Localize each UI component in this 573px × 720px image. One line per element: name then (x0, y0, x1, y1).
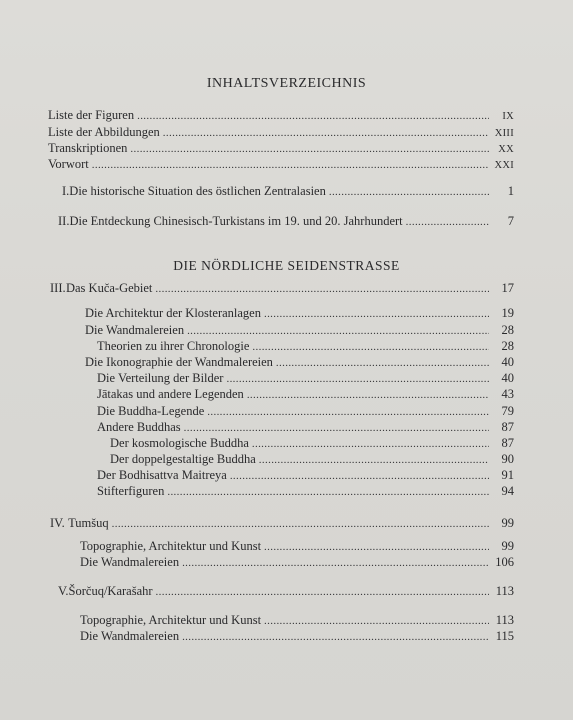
chapter-number: III. (50, 281, 66, 295)
toc-entry-label: Die Architektur der Klosteranlagen (85, 306, 261, 320)
toc-entry-label: Vorwort (48, 157, 89, 171)
toc-entry-page: 28 (501, 323, 514, 337)
chapter-page: 17 (501, 281, 514, 295)
page-title: INHALTSVERZEICHNIS (206, 76, 367, 91)
toc-entry-page: 113 (495, 613, 514, 627)
toc-entry[interactable] (80, 539, 514, 554)
chapter-entry[interactable] (62, 184, 514, 199)
toc-entry[interactable] (85, 306, 514, 321)
toc-entry[interactable] (97, 387, 514, 402)
toc-entry-label: Die Buddha-Legende (97, 404, 205, 418)
toc-entry[interactable] (110, 436, 514, 451)
toc-entry-label: Der doppelgestaltige Buddha (110, 452, 256, 466)
toc-entry[interactable] (97, 420, 514, 435)
toc-entry-label: Der Bodhisattva Maitreya (97, 468, 227, 482)
dot-leader (264, 539, 489, 554)
dot-leader (182, 629, 489, 644)
toc-entry[interactable] (97, 484, 514, 499)
dot-leader (247, 387, 489, 402)
dot-leader (252, 436, 489, 451)
toc-entry-page: 90 (501, 452, 514, 466)
toc-entry-page: 94 (501, 484, 514, 498)
dot-leader (92, 157, 489, 172)
toc-entry[interactable] (48, 141, 514, 156)
chapter-entry[interactable] (58, 584, 514, 599)
chapter-label: Tumšuq (68, 516, 109, 530)
toc-entry[interactable] (85, 355, 514, 370)
toc-entry-label: Der kosmologische Buddha (110, 436, 249, 450)
toc-entry-page: 87 (501, 420, 514, 434)
dot-leader (259, 452, 489, 467)
toc-entry-page: 19 (501, 306, 514, 320)
chapter-page: 99 (501, 516, 514, 530)
chapter-entry[interactable] (50, 516, 514, 531)
dot-leader (406, 214, 489, 229)
chapter-number: I. (62, 184, 70, 198)
chapter-number: IV. (50, 516, 65, 530)
toc-entry-label: Die Wandmalereien (80, 555, 180, 569)
dot-leader (264, 306, 489, 321)
toc-entry[interactable] (48, 108, 514, 123)
chapter-number: V. (58, 584, 69, 598)
toc-entry-label: Transkriptionen (48, 141, 128, 155)
dot-leader (167, 484, 489, 499)
toc-entry[interactable] (110, 452, 514, 467)
dot-leader (187, 323, 489, 338)
toc-entry-page: 99 (501, 539, 514, 553)
toc-entry-label: Andere Buddhas (97, 420, 181, 434)
chapter-page: 113 (495, 584, 514, 598)
toc-entry-page: XX (498, 144, 514, 155)
dot-leader (276, 355, 489, 370)
toc-entry-page: XXI (494, 160, 514, 171)
toc-entry[interactable] (80, 555, 514, 570)
toc-entry[interactable] (80, 613, 514, 628)
toc-entry[interactable] (97, 339, 514, 354)
dot-leader (230, 468, 489, 483)
toc-entry-page: 115 (495, 629, 514, 643)
dot-leader (226, 371, 489, 386)
dot-leader (329, 184, 489, 199)
dot-leader (163, 125, 489, 140)
section-heading: DIE NÖRDLICHE SEIDENSTRASSE (173, 258, 400, 273)
toc-entry[interactable] (97, 404, 514, 419)
toc-entry[interactable] (80, 629, 514, 644)
toc-entry-page: 79 (501, 404, 514, 418)
chapter-page: 1 (507, 184, 514, 198)
toc-entry-page: 87 (501, 436, 514, 450)
chapter-label: Die Entdeckung Chinesisch-Turkistans im 19. und 20. Jahrhundert (69, 214, 403, 228)
toc-entry[interactable] (48, 125, 514, 140)
toc-entry[interactable] (48, 157, 514, 172)
chapter-label: Šorčuq/Karašahr (68, 584, 153, 598)
chapter-label: Das Kuča-Gebiet (65, 281, 153, 295)
toc-entry-page: 40 (501, 355, 514, 369)
dot-leader (137, 108, 489, 123)
chapter-number: II. (58, 214, 70, 228)
chapter-entry[interactable] (50, 281, 514, 296)
dot-leader (130, 141, 489, 156)
dot-leader (252, 339, 489, 354)
toc-entry-label: Topographie, Architektur und Kunst (80, 613, 262, 627)
chapter-label: Die historische Situation des östlichen Zentralasien (69, 184, 326, 198)
toc-entry[interactable] (97, 468, 514, 483)
toc-entry-label: Liste der Figuren (48, 108, 135, 122)
chapter-entry[interactable] (58, 214, 514, 229)
chapter-page: 7 (507, 214, 514, 228)
toc-entry-label: Topographie, Architektur und Kunst (80, 539, 262, 553)
dot-leader (264, 613, 489, 628)
toc-entry-page: 91 (501, 468, 514, 482)
dot-leader (182, 555, 489, 570)
toc-entry[interactable] (97, 371, 514, 386)
toc-entry-label: Die Wandmalereien (85, 323, 185, 337)
toc-entry-label: Jātakas und andere Legenden (97, 387, 244, 401)
toc-entry-page: IX (502, 111, 514, 122)
dot-leader (155, 281, 489, 296)
toc-entry-page: 106 (495, 555, 514, 569)
toc-entry-page: XIII (494, 128, 514, 139)
dot-leader (112, 516, 489, 531)
toc-entry-label: Die Wandmalereien (80, 629, 180, 643)
toc-entry[interactable] (85, 323, 514, 338)
dot-leader (184, 420, 489, 435)
toc-entry-label: Liste der Abbildungen (48, 125, 160, 139)
toc-entry-label: Die Verteilung der Bilder (97, 371, 224, 385)
dot-leader (156, 584, 489, 599)
toc-entry-label: Die Ikonographie der Wandmalereien (85, 355, 273, 369)
toc-entry-label: Theorien zu ihrer Chronologie (97, 339, 250, 353)
toc-entry-label: Stifterfiguren (97, 484, 165, 498)
toc-entry-page: 40 (501, 371, 514, 385)
dot-leader (207, 404, 489, 419)
toc-entry-page: 28 (501, 339, 514, 353)
toc-entry-page: 43 (501, 387, 514, 401)
